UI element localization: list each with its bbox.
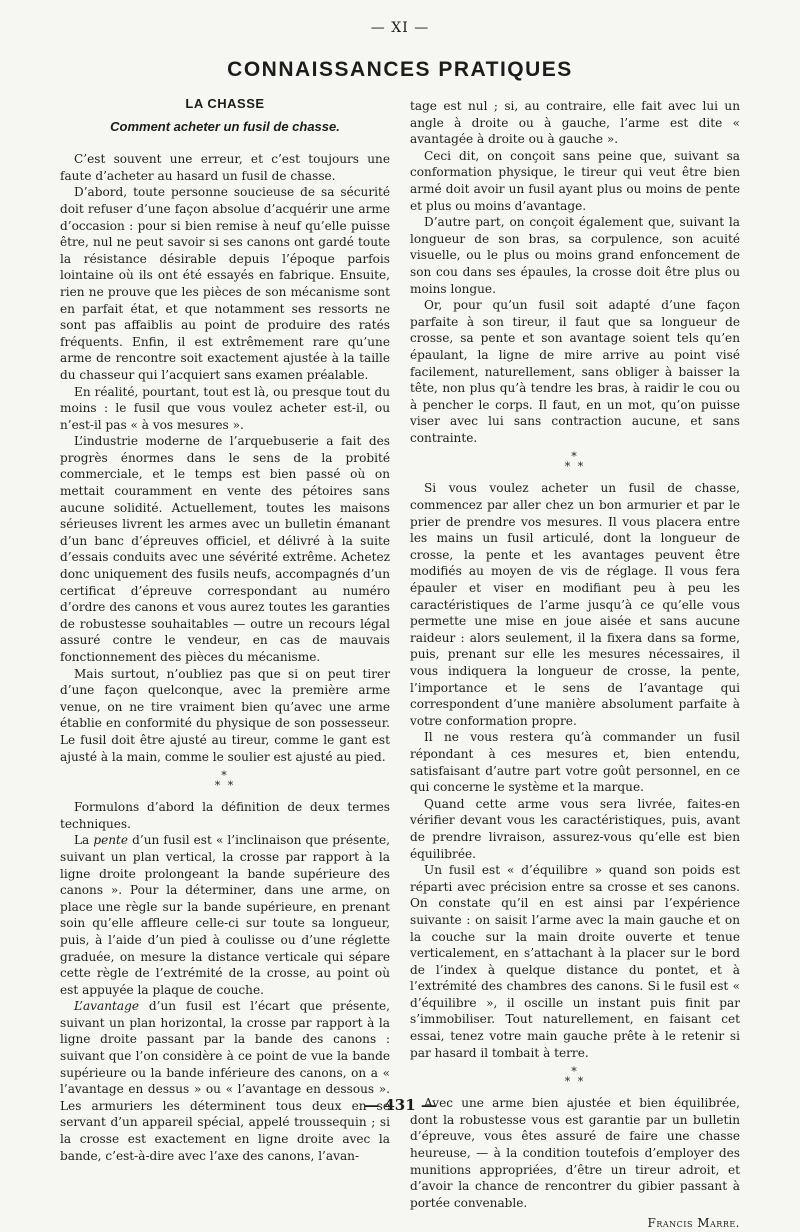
separator-stars-bottom: * * <box>564 460 586 474</box>
left-column <box>60 96 390 1164</box>
author-signature: Francis Marre. <box>647 1216 740 1231</box>
section-separator <box>410 1067 740 1087</box>
term-avantage: L’avantage <box>74 999 139 1014</box>
paragraph: D’autre part, on conçoit également que, suivant la longueur de son bras, sa corpulence, son acuité visuelle, ou le plus ou moins grand enfoncement de son cou dans ses épaules, la crosse doit être plus ou moins longue. <box>410 215 740 296</box>
paragraph: Si vous voulez acheter un fusil de chasse, commencez par aller chez un bon armurier et par le prier de prendre vos mesures. Il vous placera entre les mains un fusil articulé, dont la longueur de crosse, la pente et les avantages peuvent être modifiés au moyen de vis de réglage. Il vous fera épauler et viser en modifiant peu à peu les caractéristiques de l’arme jusqu’à ce qu’elle vous permette une mise en joue aisée et sans aucune raideur : alors seulement, il la fixera dans sa forme, puis, prenant sur elle les mesures nécessaires, il vous indiquera la longueur de crosse, la pente, l’importance et le sens de l’avantage qui correspondent d’une manière absolument parfaite à votre conformation propre. <box>410 481 740 728</box>
text-run: d’un fusil est « l’inclinaison que présente, suivant un plan vertical, la crosse par rapport à la ligne droite prolongeant la bande supérieure des canons ». Pour la déterminer, dans une arme, on place une règle sur la bande supérieure, en prenant soin qu’elle affleure celle-ci sur toute sa longueur, puis, à l’aide d’un pied à coulisse ou d’une réglette graduée, on mesure la distance verticale qui sépare cette règle de l’extrémité de la crosse, au point où est appuyée la plaque de couche. <box>60 833 390 997</box>
paragraph: Ceci dit, on conçoit sans peine que, suivant sa conformation physique, le tireur qui veut être bien armé doit avoir un fusil ayant plus ou moins de pente et plus ou moins d’avantage. <box>410 148 740 213</box>
paragraph-pente <box>60 832 390 998</box>
separator-star-top: * <box>221 769 229 783</box>
separator-star-top: * <box>571 450 579 464</box>
paragraph: Formulons d’abord la définition de deux termes techniques. <box>60 800 390 831</box>
section-separator <box>410 452 740 472</box>
paragraph: tage est nul ; si, au contraire, elle fait avec lui un angle à droite ou à gauche, l’arme est dite « avantagée à droite ou à gauche ». <box>410 99 740 147</box>
paragraph: Avec une arme bien ajustée et bien équilibrée, dont la robustesse vous est garantie par un bulletin d’épreuve, vous êtes assuré de faire une chasse heureuse, — à la condition toutefois d’employer des munitions appropriées, d’être un tireur adroit, et d’avoir la chance de rencontrer du gibier passant à portée convenable. <box>410 1096 740 1210</box>
section-separator <box>60 771 390 791</box>
right-column <box>410 98 740 1232</box>
paragraph: L’industrie moderne de l’arquebuserie a fait des progrès énormes dans le sens de la probité commerciale, et le temps est bien passé où on mettait couramment en vente des pétoires sans aucune solidité. Actuellement, toutes les maisons sérieuses livrent les armes avec un bulletin émanant d’un banc d’épreuves officiel, et délivré à la suite d’essais conduits avec une sévérité extrême. Achetez donc uniquement des fusils neufs, accompagnés d’un certificat d’épreuve correspondant au numéro d’ordre des canons et vous aurez toutes les garanties de robustesse souhaitables — outre un recours légal assuré contre le vendeur, en cas de mauvais fonctionnement des pièces du mécanisme. <box>60 434 390 664</box>
paragraph: Quand cette arme vous sera livrée, faites-en vérifier devant vous les caractéristiques, puis, avant de prendre livraison, assurez-vous qu’elle est bien équilibrée. <box>410 796 740 861</box>
paragraph-avantage <box>60 998 390 1164</box>
separator-stars-bottom: * * <box>214 779 236 793</box>
paragraph: Un fusil est « d’équilibre » quand son poids est réparti avec précision entre sa crosse et ses canons. On constate qu’il en est ainsi par l’expérience suivante : on saisit l’arme avec la main gauche et on la couche sur la main droite ouverte et tenue verticalement, en s’attachant à la placer sur le bord de l’index à quelque distance du pontet, et à l’extrémité des chambres des canons. Si le fusil est « d’équilibre », il oscille un instant puis finit par s’immobiliser. Tout naturellement, en faisant cet essai, tenez votre main gauche prête à le retenir si par hasard il tombait à terre. <box>410 863 740 1060</box>
paragraph: C’est souvent une erreur, et c’est toujours une faute d’acheter au hasard un fusil de chasse. <box>60 152 390 183</box>
text-run: La <box>74 833 94 848</box>
section-subtitle: Comment acheter un fusil de chasse. <box>110 118 340 134</box>
separator-star-top: * <box>571 1065 579 1079</box>
page-title: CONNAISSANCES PRATIQUES <box>227 58 573 81</box>
running-head: — XI — <box>370 20 430 36</box>
text-run: d’un fusil est l’écart que présente, suivant un plan horizontal, la crosse par rapport à la ligne droite passant par la bande des canons : suivant que l’on considère à ce point de vue la bande supérieure ou la bande inférieure des canons, on a « l’avantage en dessus » ou « l’avantage en dessous ». Les armuriers les déterminent tous deux en se servant d’un appareil spécial, appelé troussequin ; si la crosse est exactement en ligne droite avec la bande, c’est-à-dire avec l’axe des canons, l’avan- <box>60 999 390 1163</box>
paragraph: Mais surtout, n’oubliez pas que si on peut tirer d’une façon quelconque, avec la première arme venue, on ne tire vraiment bien qu’avec une arme établie en conformité du physique de son possesseur. Le fusil doit être ajusté au tireur, comme le gant est ajusté à la main, comme le soulier est ajusté au pied. <box>60 666 390 764</box>
separator-stars-bottom: * * <box>564 1075 586 1089</box>
paragraph: Il ne vous restera qu’à commander un fusil répondant à ces mesures et, bien entendu, satisfaisant d’autre part votre goût personnel, en ce qui concerne le système et la marque. <box>410 730 740 795</box>
paragraph: Or, pour qu’un fusil soit adapté d’une façon parfaite à son tireur, il faut que sa longueur de crosse, sa pente et son avantage soient tels qu’en épaulant, la ligne de mire arrive au point visé facilement, naturellement, sans obliger à baisser la tête, non plus qu’à tendre les bras, à raidir le cou ou à pencher le corps. Il faut, en un mot, qu’on puisse viser avec lui sans contraction aucune, et sans contrainte. <box>410 298 740 445</box>
section-title: LA CHASSE <box>185 96 265 111</box>
paragraph: En réalité, pourtant, tout est là, ou presque tout du moins : le fusil que vous voulez acheter est-il, ou n’est-il pas « à vos mesures ». <box>60 384 390 432</box>
term-pente: pente <box>93 833 129 848</box>
page-number: — 431 — <box>364 1096 436 1114</box>
paragraph: D’abord, toute personne soucieuse de sa sécurité doit refuser d’une façon absolue d’acquérir une arme d’occasion : pour si bien remise à neuf qu’elle puisse être, nul ne peut savoir si ses canons ont gardé toute la résistance désirable depuis l’époque parfois lointaine où ils ont été essayés en fabrique. Ensuite, rien ne prouve que les pièces de son mécanisme sont en parfait état, et que notamment ses ressorts ne sont pas affaiblis au point de produire des ratés fréquents. Enfin, il est extrêmement rare qu’une arme de rencontre soit exactement ajustée à la taille du chasseur qui l’acquiert sans examen préalable. <box>60 185 390 382</box>
